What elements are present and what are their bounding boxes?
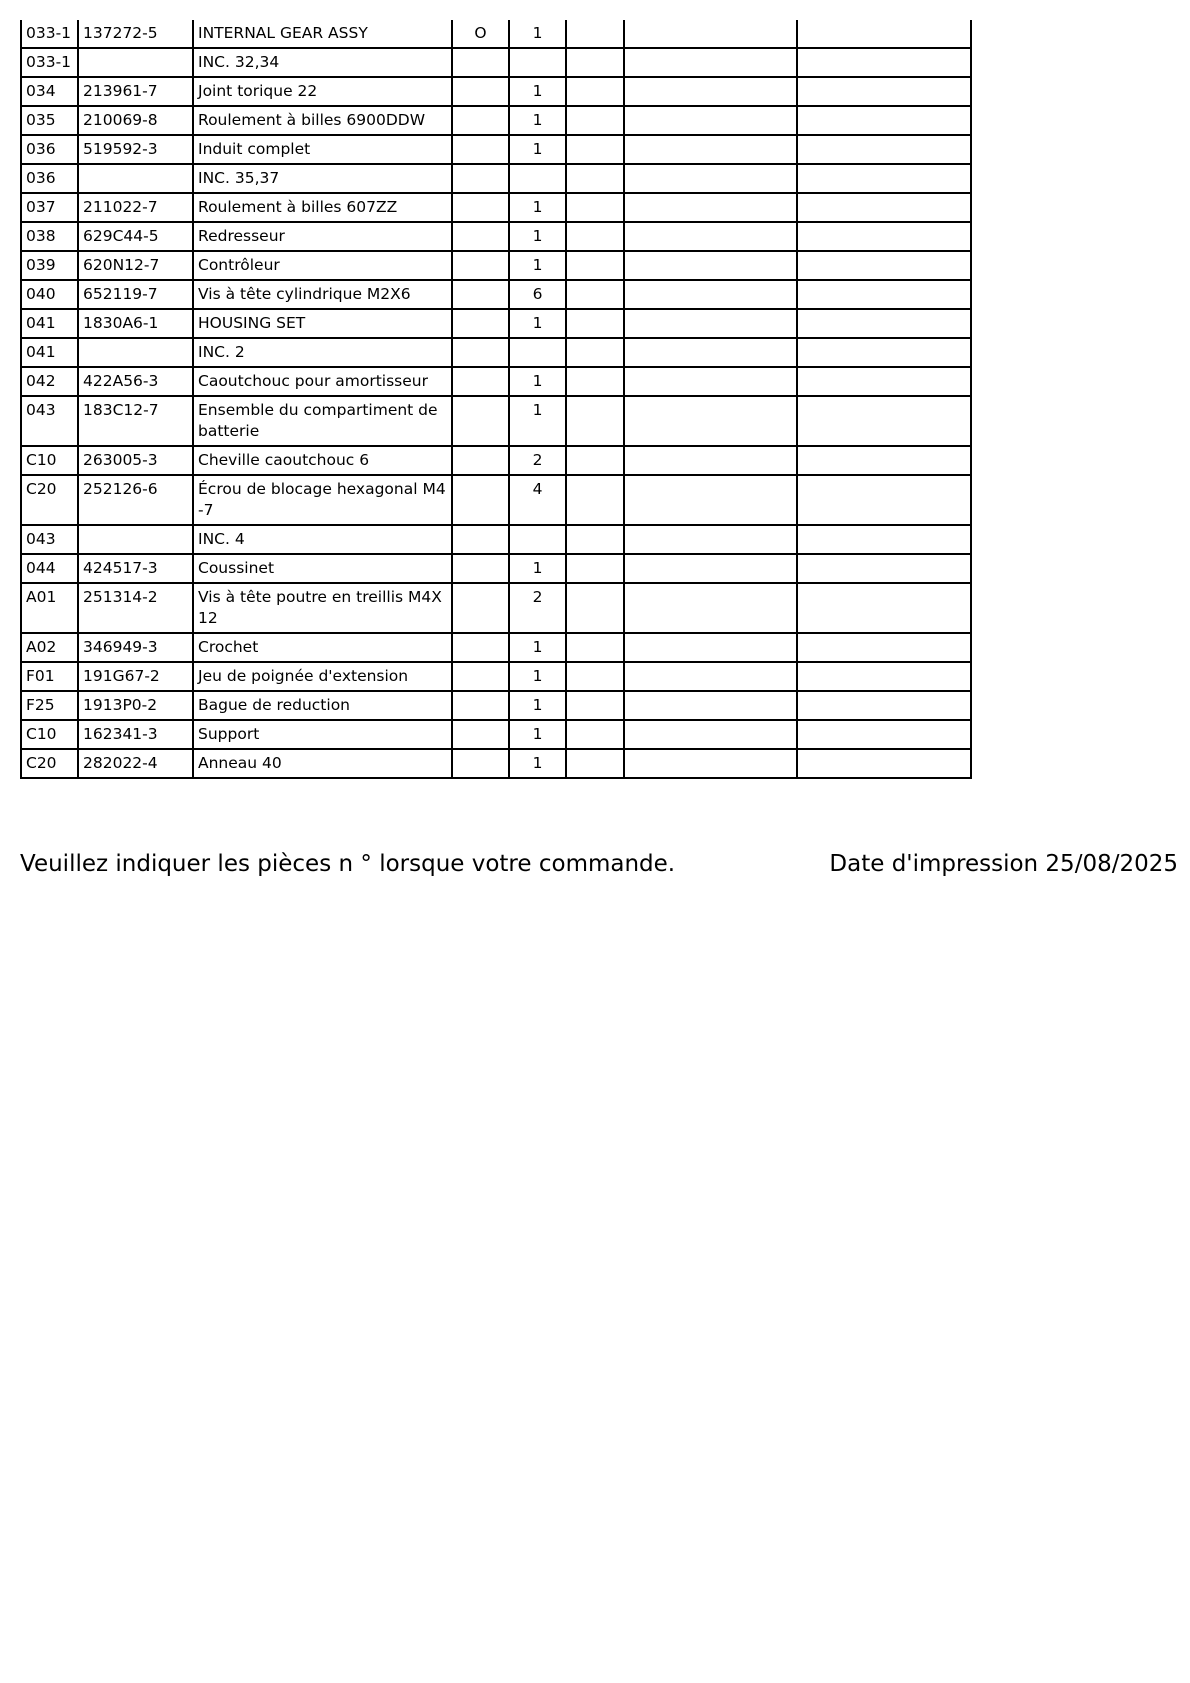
cell-quantity: 1 (509, 309, 566, 338)
print-date: Date d'impression 25/08/2025 (829, 851, 1178, 877)
cell-part-no: 1913P0-2 (78, 691, 193, 720)
cell-ref-no: A01 (21, 583, 78, 633)
cell-ref-no: 042 (21, 367, 78, 396)
cell-empty-2 (624, 193, 797, 222)
cell-empty-2 (624, 662, 797, 691)
table-row (21, 662, 971, 691)
cell-ref-no: 037 (21, 193, 78, 222)
cell-empty-1 (566, 367, 624, 396)
cell-ref-no: 044 (21, 554, 78, 583)
table-row (21, 338, 971, 367)
cell-empty-3 (797, 106, 971, 135)
cell-quantity: 4 (509, 475, 566, 525)
cell-empty-1 (566, 338, 624, 367)
cell-description: Induit complet (193, 135, 452, 164)
cell-empty-3 (797, 662, 971, 691)
table-row (21, 106, 971, 135)
cell-empty-2 (624, 164, 797, 193)
cell-empty-1 (566, 720, 624, 749)
cell-empty-1 (566, 222, 624, 251)
order-instruction-note: Veuillez indiquer les pièces n ° lorsque votre commande. (20, 851, 676, 877)
cell-part-no (78, 338, 193, 367)
cell-empty-1 (566, 749, 624, 778)
cell-mark (452, 164, 509, 193)
cell-part-no: 137272-5 (78, 20, 193, 48)
table-row (21, 720, 971, 749)
cell-mark (452, 367, 509, 396)
cell-part-no: 252126-6 (78, 475, 193, 525)
cell-mark (452, 633, 509, 662)
cell-empty-2 (624, 48, 797, 77)
cell-empty-3 (797, 396, 971, 446)
cell-empty-2 (624, 222, 797, 251)
cell-part-no: 519592-3 (78, 135, 193, 164)
cell-ref-no: 035 (21, 106, 78, 135)
cell-description: Écrou de blocage hexagonal M4-7 (193, 475, 452, 525)
cell-empty-1 (566, 633, 624, 662)
cell-part-no: 183C12-7 (78, 396, 193, 446)
cell-empty-3 (797, 749, 971, 778)
cell-ref-no: 039 (21, 251, 78, 280)
table-row (21, 554, 971, 583)
cell-empty-2 (624, 396, 797, 446)
cell-mark (452, 77, 509, 106)
cell-quantity: 1 (509, 662, 566, 691)
cell-part-no: 162341-3 (78, 720, 193, 749)
cell-empty-1 (566, 20, 624, 48)
cell-empty-3 (797, 720, 971, 749)
cell-empty-3 (797, 367, 971, 396)
cell-empty-3 (797, 338, 971, 367)
cell-empty-3 (797, 193, 971, 222)
cell-empty-2 (624, 20, 797, 48)
table-row (21, 446, 971, 475)
cell-part-no: 263005-3 (78, 446, 193, 475)
cell-quantity: 1 (509, 106, 566, 135)
cell-quantity: 1 (509, 396, 566, 446)
cell-part-no: 210069-8 (78, 106, 193, 135)
table-row (21, 164, 971, 193)
cell-empty-2 (624, 554, 797, 583)
cell-empty-3 (797, 633, 971, 662)
cell-part-no: 422A56-3 (78, 367, 193, 396)
cell-mark (452, 691, 509, 720)
cell-description: INC. 32,34 (193, 48, 452, 77)
table-row (21, 691, 971, 720)
cell-quantity (509, 48, 566, 77)
cell-part-no: 1830A6-1 (78, 309, 193, 338)
table-row (21, 367, 971, 396)
cell-mark (452, 338, 509, 367)
cell-mark (452, 396, 509, 446)
cell-empty-2 (624, 749, 797, 778)
cell-mark (452, 662, 509, 691)
cell-quantity: 1 (509, 193, 566, 222)
cell-empty-1 (566, 251, 624, 280)
cell-quantity: 1 (509, 720, 566, 749)
cell-part-no: 346949-3 (78, 633, 193, 662)
cell-part-no: 652119-7 (78, 280, 193, 309)
cell-empty-1 (566, 77, 624, 106)
cell-ref-no: 033-1 (21, 48, 78, 77)
cell-description: Cheville caoutchouc 6 (193, 446, 452, 475)
cell-empty-2 (624, 367, 797, 396)
cell-ref-no: 041 (21, 309, 78, 338)
cell-part-no (78, 48, 193, 77)
cell-description: Vis à tête cylindrique M2X6 (193, 280, 452, 309)
cell-empty-1 (566, 48, 624, 77)
cell-mark (452, 554, 509, 583)
cell-part-no: 629C44-5 (78, 222, 193, 251)
cell-quantity: 1 (509, 135, 566, 164)
cell-ref-no: C20 (21, 475, 78, 525)
cell-empty-1 (566, 396, 624, 446)
cell-empty-3 (797, 309, 971, 338)
cell-mark: O (452, 20, 509, 48)
cell-description: Contrôleur (193, 251, 452, 280)
cell-description: HOUSING SET (193, 309, 452, 338)
cell-mark (452, 525, 509, 554)
cell-quantity: 1 (509, 749, 566, 778)
cell-empty-1 (566, 583, 624, 633)
cell-description: Ensemble du compartiment de batterie (193, 396, 452, 446)
cell-empty-2 (624, 446, 797, 475)
cell-part-no: 282022-4 (78, 749, 193, 778)
cell-mark (452, 583, 509, 633)
cell-quantity (509, 164, 566, 193)
cell-ref-no: C10 (21, 720, 78, 749)
cell-quantity: 2 (509, 446, 566, 475)
parts-table (20, 20, 972, 779)
cell-description: INC. 35,37 (193, 164, 452, 193)
cell-empty-3 (797, 77, 971, 106)
table-row (21, 396, 971, 446)
table-row (21, 135, 971, 164)
cell-ref-no: C10 (21, 446, 78, 475)
cell-empty-1 (566, 662, 624, 691)
cell-empty-3 (797, 48, 971, 77)
cell-mark (452, 280, 509, 309)
cell-description: Crochet (193, 633, 452, 662)
cell-empty-1 (566, 280, 624, 309)
cell-ref-no: 036 (21, 164, 78, 193)
cell-part-no: 251314-2 (78, 583, 193, 633)
cell-quantity: 1 (509, 367, 566, 396)
cell-empty-3 (797, 222, 971, 251)
table-row (21, 77, 971, 106)
cell-quantity: 1 (509, 554, 566, 583)
cell-mark (452, 446, 509, 475)
cell-mark (452, 106, 509, 135)
cell-mark (452, 251, 509, 280)
cell-part-no (78, 164, 193, 193)
cell-empty-3 (797, 525, 971, 554)
cell-quantity: 1 (509, 633, 566, 662)
cell-ref-no: F01 (21, 662, 78, 691)
cell-empty-2 (624, 106, 797, 135)
cell-empty-1 (566, 475, 624, 525)
cell-description: Vis à tête poutre en treillis M4X12 (193, 583, 452, 633)
cell-quantity: 1 (509, 691, 566, 720)
cell-description: Anneau 40 (193, 749, 452, 778)
cell-part-no (78, 525, 193, 554)
cell-empty-3 (797, 554, 971, 583)
table-row (21, 749, 971, 778)
cell-empty-1 (566, 135, 624, 164)
cell-quantity: 2 (509, 583, 566, 633)
table-row (21, 20, 971, 48)
cell-description: Caoutchouc pour amortisseur (193, 367, 452, 396)
cell-description: Joint torique 22 (193, 77, 452, 106)
table-row (21, 475, 971, 525)
cell-mark (452, 309, 509, 338)
cell-empty-1 (566, 446, 624, 475)
cell-ref-no: 038 (21, 222, 78, 251)
cell-empty-1 (566, 309, 624, 338)
cell-description: Roulement à billes 6900DDW (193, 106, 452, 135)
cell-quantity: 1 (509, 20, 566, 48)
cell-description: Coussinet (193, 554, 452, 583)
cell-ref-no: 041 (21, 338, 78, 367)
cell-description: INC. 2 (193, 338, 452, 367)
table-row (21, 525, 971, 554)
cell-ref-no: F25 (21, 691, 78, 720)
cell-empty-3 (797, 475, 971, 525)
cell-empty-1 (566, 164, 624, 193)
cell-empty-1 (566, 106, 624, 135)
cell-empty-2 (624, 720, 797, 749)
cell-part-no: 620N12-7 (78, 251, 193, 280)
table-row (21, 193, 971, 222)
table-row (21, 583, 971, 633)
parts-table-body (21, 20, 971, 778)
cell-empty-2 (624, 280, 797, 309)
cell-quantity (509, 525, 566, 554)
table-row (21, 633, 971, 662)
cell-part-no: 424517-3 (78, 554, 193, 583)
cell-empty-3 (797, 280, 971, 309)
cell-ref-no: C20 (21, 749, 78, 778)
cell-empty-2 (624, 475, 797, 525)
table-row (21, 48, 971, 77)
cell-part-no: 191G67-2 (78, 662, 193, 691)
cell-mark (452, 135, 509, 164)
cell-ref-no: 034 (21, 77, 78, 106)
cell-empty-1 (566, 554, 624, 583)
cell-empty-2 (624, 525, 797, 554)
cell-description: Jeu de poignée d'extension (193, 662, 452, 691)
cell-empty-3 (797, 20, 971, 48)
cell-empty-2 (624, 633, 797, 662)
cell-empty-3 (797, 164, 971, 193)
cell-ref-no: 033-1 (21, 20, 78, 48)
cell-mark (452, 193, 509, 222)
cell-description: INTERNAL GEAR ASSY (193, 20, 452, 48)
cell-empty-1 (566, 193, 624, 222)
cell-ref-no: 043 (21, 525, 78, 554)
cell-ref-no: 036 (21, 135, 78, 164)
cell-mark (452, 222, 509, 251)
cell-empty-3 (797, 691, 971, 720)
cell-ref-no: 040 (21, 280, 78, 309)
table-row (21, 251, 971, 280)
cell-empty-2 (624, 309, 797, 338)
table-row (21, 309, 971, 338)
cell-mark (452, 749, 509, 778)
cell-part-no: 213961-7 (78, 77, 193, 106)
cell-empty-1 (566, 525, 624, 554)
cell-quantity: 6 (509, 280, 566, 309)
table-row (21, 280, 971, 309)
cell-part-no: 211022-7 (78, 193, 193, 222)
cell-empty-3 (797, 135, 971, 164)
cell-empty-2 (624, 77, 797, 106)
cell-quantity: 1 (509, 77, 566, 106)
cell-empty-2 (624, 583, 797, 633)
cell-empty-2 (624, 691, 797, 720)
cell-quantity: 1 (509, 251, 566, 280)
cell-description: Support (193, 720, 452, 749)
cell-ref-no: 043 (21, 396, 78, 446)
cell-empty-3 (797, 583, 971, 633)
cell-mark (452, 720, 509, 749)
cell-mark (452, 475, 509, 525)
cell-description: Roulement à billes 607ZZ (193, 193, 452, 222)
cell-description: Bague de reduction (193, 691, 452, 720)
cell-empty-2 (624, 338, 797, 367)
cell-description: Redresseur (193, 222, 452, 251)
cell-quantity (509, 338, 566, 367)
cell-quantity: 1 (509, 222, 566, 251)
cell-ref-no: A02 (21, 633, 78, 662)
table-row (21, 222, 971, 251)
cell-mark (452, 48, 509, 77)
cell-empty-2 (624, 135, 797, 164)
cell-empty-3 (797, 251, 971, 280)
cell-description: INC. 4 (193, 525, 452, 554)
cell-empty-1 (566, 691, 624, 720)
cell-empty-3 (797, 446, 971, 475)
cell-empty-2 (624, 251, 797, 280)
